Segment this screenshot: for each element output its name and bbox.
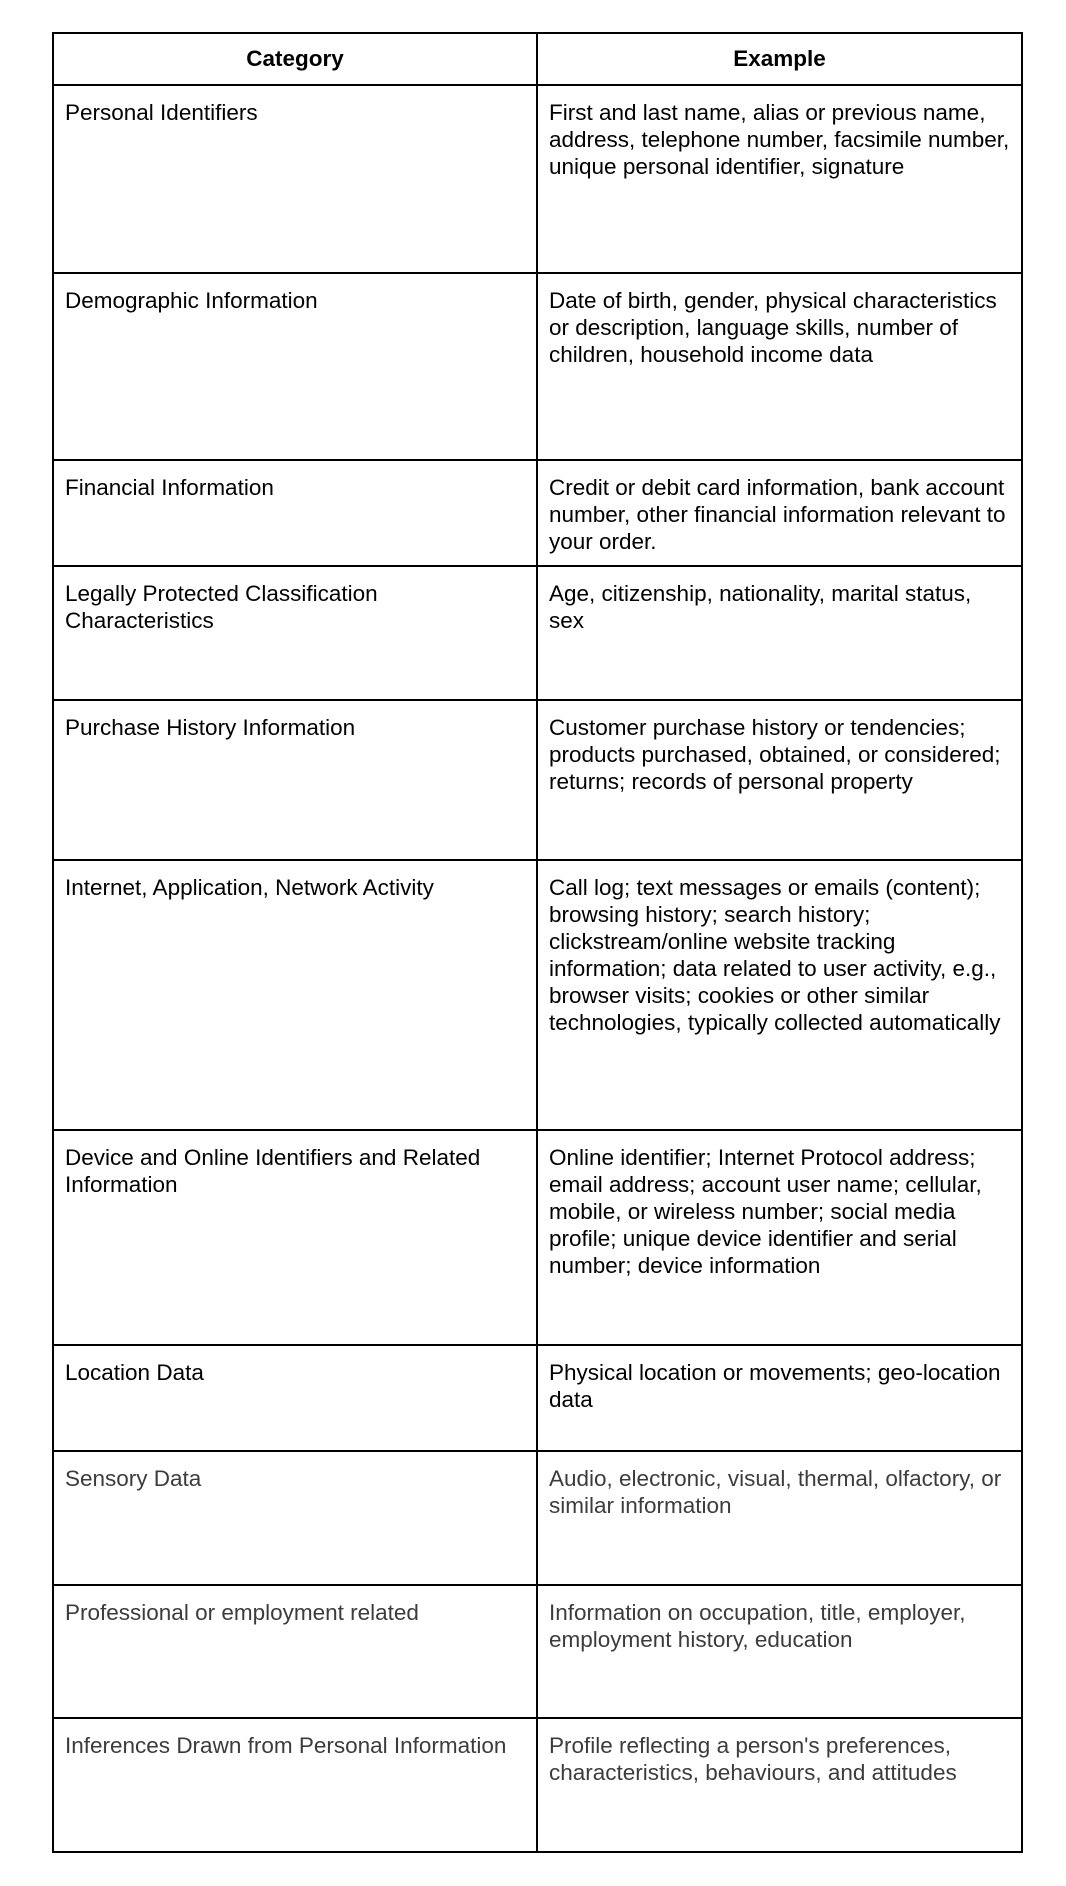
example-cell: Credit or debit card information, bank account number, other financial information relevant to your order. (537, 460, 1022, 566)
table-row (53, 85, 1022, 273)
table-header-row (53, 33, 1022, 85)
table-row (53, 1718, 1022, 1852)
category-cell: Sensory Data (53, 1451, 537, 1585)
example-cell: Date of birth, gender, physical characteristics or description, language skills, number of children, household income data (537, 273, 1022, 460)
example-cell: Physical location or movements; geo-location data (537, 1345, 1022, 1451)
example-cell: Customer purchase history or tendencies; products purchased, obtained, or considered; returns; records of personal property (537, 700, 1022, 860)
table-row (53, 1585, 1022, 1718)
table-row (53, 273, 1022, 460)
example-cell: Age, citizenship, nationality, marital status, sex (537, 566, 1022, 700)
table-row (53, 1130, 1022, 1345)
example-cell: Audio, electronic, visual, thermal, olfactory, or similar information (537, 1451, 1022, 1585)
table-row (53, 566, 1022, 700)
table-row (53, 860, 1022, 1130)
category-cell: Location Data (53, 1345, 537, 1451)
category-cell: Internet, Application, Network Activity (53, 860, 537, 1130)
example-cell: First and last name, alias or previous name, address, telephone number, facsimile number, unique personal identifier, signature (537, 85, 1022, 273)
category-cell: Professional or employment related (53, 1585, 537, 1718)
data-category-table (52, 32, 1023, 1853)
category-cell: Demographic Information (53, 273, 537, 460)
category-cell: Legally Protected Classification Characteristics (53, 566, 537, 700)
example-cell: Information on occupation, title, employer, employment history, education (537, 1585, 1022, 1718)
example-cell: Profile reflecting a person's preferences, characteristics, behaviours, and attitudes (537, 1718, 1022, 1852)
category-cell: Personal Identifiers (53, 85, 537, 273)
example-cell: Call log; text messages or emails (content); browsing history; search history; clickstream/online website tracking information; data related to user activity, e.g., browser visits; cookies or other similar technologies, typically collected automatically (537, 860, 1022, 1130)
category-cell: Financial Information (53, 460, 537, 566)
table-row (53, 700, 1022, 860)
table-row (53, 1451, 1022, 1585)
category-cell: Purchase History Information (53, 700, 537, 860)
header-example: Example (537, 33, 1022, 85)
table-row (53, 1345, 1022, 1451)
data-category-table-container (52, 32, 1021, 1853)
category-cell: Inferences Drawn from Personal Information (53, 1718, 537, 1852)
header-category: Category (53, 33, 537, 85)
table-row (53, 460, 1022, 566)
example-cell: Online identifier; Internet Protocol address; email address; account user name; cellular, mobile, or wireless number; social media profile; unique device identifier and serial number; device information (537, 1130, 1022, 1345)
category-cell: Device and Online Identifiers and Related Information (53, 1130, 537, 1345)
